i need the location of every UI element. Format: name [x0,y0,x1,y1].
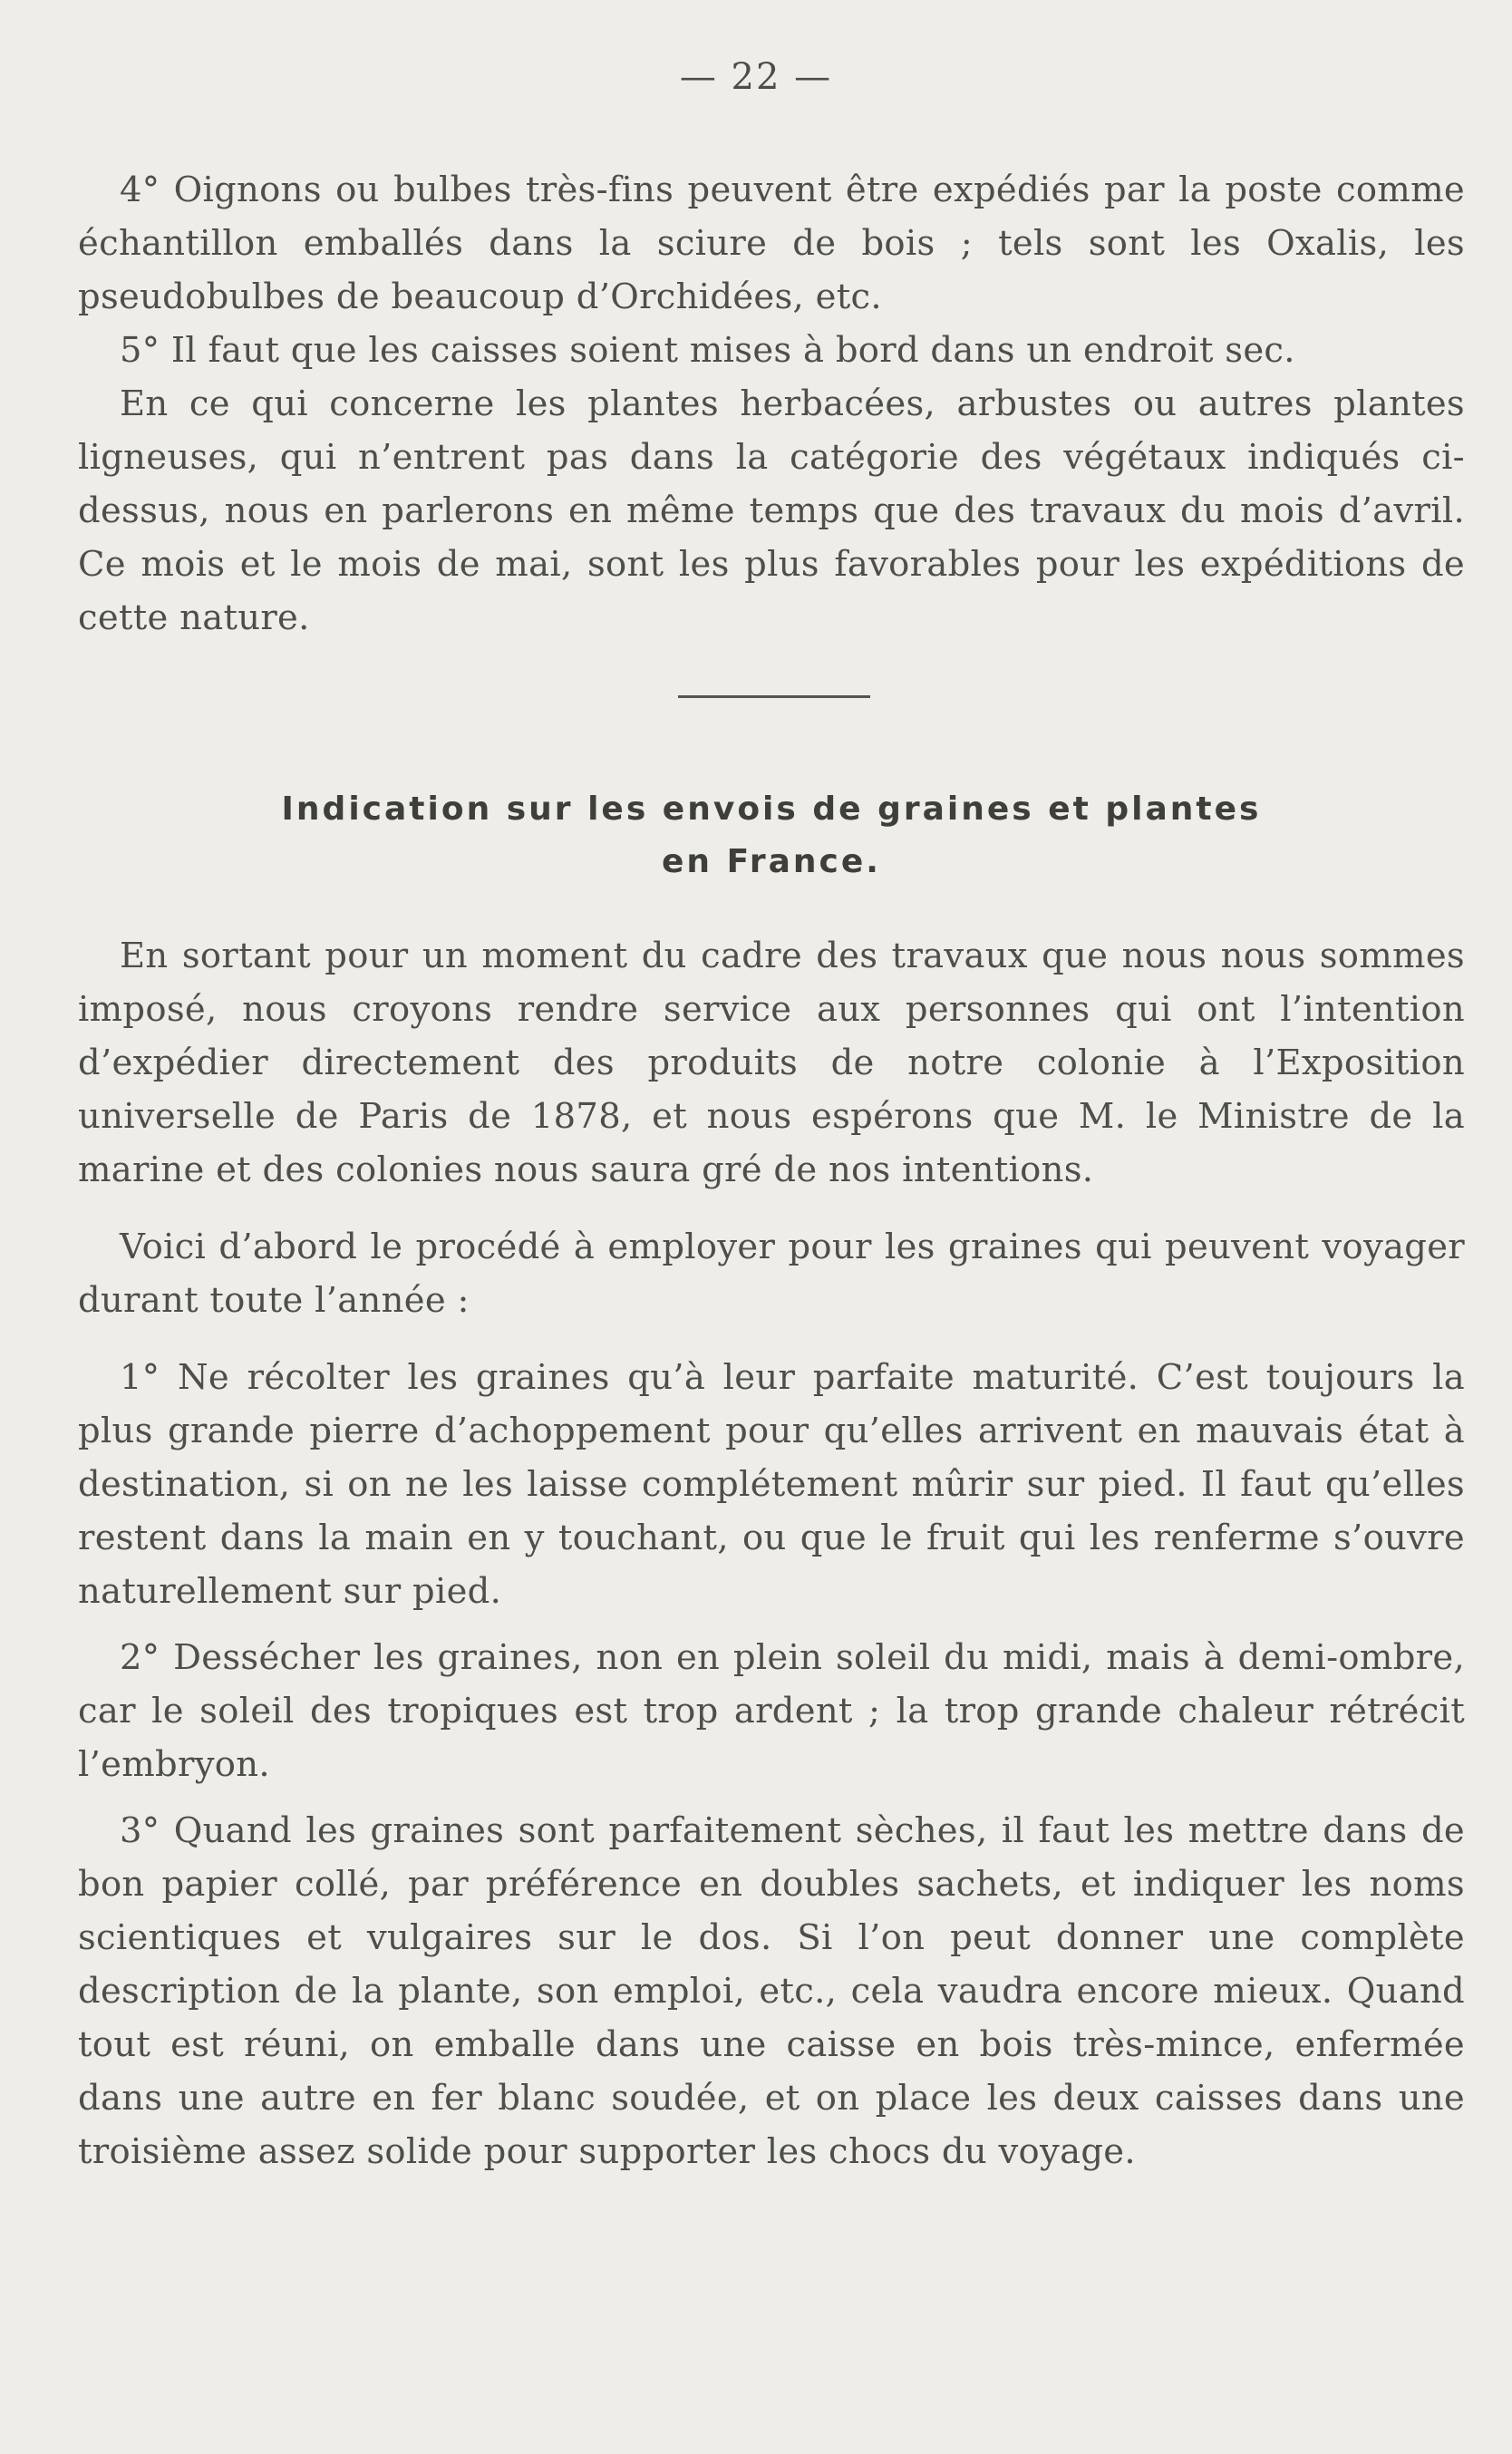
section-seed-instructions [78,929,1465,2178]
heading-line-1: Indication sur les envois de graines et plantes [281,791,1262,828]
section-heading [78,783,1465,888]
paragraph-procedure: Voici d’abord le procédé à employer pour les graines qui peuvent voyager durant toute l’année : [78,1227,1465,1321]
paragraph-herbaceous-plants: En ce qui concerne les plantes herbacées, arbustes ou autres plantes ligneuses, qui n’entrent pas dans la catégorie des végétaux indiqués ci-dessus, nous en parlerons en même temps que des travaux du mois d’avril. Ce mois et le mois de mai, sont les plus favorables pour les expéditions de cette nature. [78,383,1465,638]
paragraph-step-1: 1° Ne récolter les graines qu’à leur parfaite maturité. C’est toujours la plus grande pierre d’achoppement pour qu’elles arrivent en mauvais état à destination, si on ne les laisse complétement mûrir sur pied. Il faut qu’elles restent dans la main en y touchant, ou que le fruit qui les renferme s’ouvre naturellement sur pied. [78,1357,1465,1612]
paragraph-dry-storage: 5° Il faut que les caisses soient mises à bord dans un endroit sec. [120,330,1295,371]
paragraph-bulbs: 4° Oignons ou bulbes très-fins peuvent être expédiés par la poste comme échantillon emballés dans la sciure de bois ; tels sont les Oxalis, les pseudobulbes de beaucoup d’Orchidées, etc. [78,170,1465,317]
heading-line-2: en France. [662,843,881,880]
paragraph-step-2: 2° Dessécher les graines, non en plein soleil du midi, mais à demi-ombre, car le soleil des tropiques est trop ardent ; la trop grande chaleur rétrécit l’embryon. [78,1637,1465,1785]
page-number: — 22 — [679,56,833,98]
section-shipping-notes [78,163,1465,645]
paragraph-step-3: 3° Quand les graines sont parfaitement sèches, il faut les mettre dans de bon papier collé, par préférence en doubles sachets, et indiquer les noms scientiques et vulgaires sur le dos. Si l’on peut donner une complète description de la plante, son emploi, etc., cela vaudra encore mieux. Quand tout est réuni, on emballe dans une caisse en bois très-mince, enfermée dans une autre en fer blanc soudée, et on place les deux caisses dans une troisième assez solide pour supporter les chocs du voyage. [78,1810,1465,2172]
paragraph-introduction: En sortant pour un moment du cadre des travaux que nous nous sommes imposé, nous croyons rendre service aux personnes qui ont l’intention d’expédier directement des produits de notre colonie à l’Exposition universelle de Paris de 1878, et nous espérons que M. le Ministre de la marine et des colonies nous saura gré de nos intentions. [78,936,1465,1190]
section-divider [678,695,870,698]
